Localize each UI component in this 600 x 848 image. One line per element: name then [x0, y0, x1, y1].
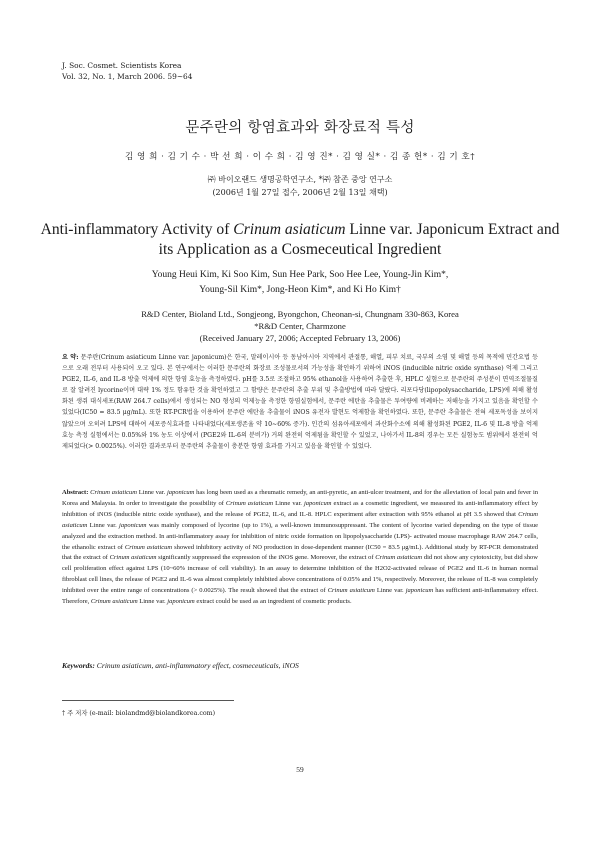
korean-abstract [62, 352, 538, 452]
english-affiliation-line2: *R&D Center, Charmzone [254, 321, 346, 331]
keywords-text: Crinum asiaticum, anti-inflammatory effect, cosmeceuticals, iNOS [94, 661, 299, 670]
english-abstract: Abstract: Crinum asiaticum Linne var. japonicum has long been used as a rheumatic remedy, an anti-pyretic, an anti-ulcer treatment, and for the alleviation of local pain and fever in Korea and Malaysia. In order to investigate the possibility of Crinum asiaticum Linne var. japonicum extract as a cosmetic ingredient, we measured its anti-inflammatory effect by inhibition of iNOS (inducible nitric oxide synthase), and the release of PGE2, IL-6, and IL-8. HPLC experiment after extraction with 95% ethanol at pH 3.5 showed that Crinum asiaticum Linne var. japonicum was mainly composed of lycorine (up to 1%), a well-known immunosuppressant. The content of lycorine varied depending on the type of tissue analyzed and the extraction method. In anti-inflammatory assay for inhibition of nitric oxide formation on lipopolysaccharide (LPS)- activated mouse macrophage RAW 264.7 cells, the ethanolic extract of Crinum asiaticum showed inhibitory activity of NO production in dose-dependent manner (IC50 = 83.5 μg/mL). Additional study by RT-PCR demonstrated that the extract of Crinum asiaticum significantly suppressed the expression of the iNOS gene. Moreover, the extract of Crinum asiaticum did not show any cytotoxicity, but did show cell proliferation effect against LPS (10~60% increase of cell viability). In an assay to determine inhibition of the H2O2-activated release of PGE2 and IL-6 in human normal fibroblast cell lines, the release of PGE2 and IL-6 was almost completely inhibited above concentrations of 0.05% and 1%, respectively. Moreover, the release of IL-8 was completely inhibited over the entire range of concentrations (> 0.0025%). The result showed that the extract of Crinum asiaticum Linne var. japonicum has sufficient anti-inflammatory effect. Therefore, Crinum asiaticum Linne var. japonicum extract could be used as an ingredient of cosmetic products. [62, 489, 538, 606]
english-affiliation [0, 308, 600, 344]
korean-affiliation: ㈜ 바이오랜드 생명공학연구소, *㈜ 참존 중앙 연구소 [207, 175, 393, 184]
english-authors [0, 268, 600, 298]
keywords [62, 661, 538, 670]
english-title [40, 220, 560, 260]
journal-header [62, 60, 192, 82]
korean-abstract-label: 요 약: [62, 354, 79, 361]
footnote: † 주 저자 (e-mail: biolandmd@biolandkorea.com) [62, 710, 216, 717]
page-number: 59 [296, 765, 304, 774]
english-title-post: Linne var. Japonicum Extract and its Application as a Cosmeceutical Ingredient [158, 221, 560, 258]
english-title-species: Crinum asiaticum [233, 221, 346, 238]
english-title-pre: Anti-inflammatory Activity of [40, 221, 234, 238]
english-abstract-label: Abstract: [62, 489, 89, 496]
korean-title: 문주란의 항염효과와 화장료적 특성 [185, 120, 415, 136]
korean-affiliation-block [0, 173, 600, 199]
keywords-label: Keywords: [62, 661, 95, 670]
english-authors-line1: Young Heui Kim, Ki Soo Kim, Sun Hee Park, Soo Hee Lee, Young-Jin Kim*, [151, 270, 449, 280]
journal-issue: Vol. 32, No. 1, March 2006. 59~64 [62, 72, 193, 81]
english-dates: (Received January 27, 2006; Accepted February 13, 2006) [199, 333, 401, 343]
footnote-divider [62, 700, 234, 701]
korean-dates: (2006년 1월 27일 접수, 2006년 2월 13일 채택) [212, 188, 388, 197]
korean-abstract-text: 문주란(Crinum asiaticum Linne var. japonicum)은 한국, 말레이시아 등 동남아시아 지역에서 관절통, 해열, 피부 치료, 국부의 소염 및 해열 등의 목적에 민간요법 등으로 오래 전부터 사용되어 오고 있다. 본 연구에서는 이러한 문주란의 화장료 조성물로서의 가능성을 확인하기 위하여 iNOS (inducible nitric oxide synthase) 억제 그리고 PGE2, IL-6, and IL-8 방출 억제에 의한 항염 효능을 측정하였다. pH를 3.5로 조절하고 95% ethanol을 사용하여 추출한 후, HPLC 실험으로 문주란의 주성분이 면역조절물질로 잘 알려진 lycorine이며 대략 1% 정도 함유한 것을 확인하였고 그 함량은 문주란의 추출 부위 및 추출방법에 따라 달랐다. 리포다당(lipopolysaccharide, LPS)에 의해 활성화된 생쥐 대식세포(RAW 264.7 cells)에서 생성되는 NO 형성의 억제능을 측정한 항염실험에서, 문주란 에탄올 추출물은 투여량에 비례하는 저해능을 가지고 있음을 확인할 수 있었다(IC50 = 83.5 μg/mL). 또한 RT-PCR법을 이용하여 문주란 에탄올 추출물이 iNOS 유전자 발현도 억제함을 확인하였다. 또한, 문주란 추출물은 전혀 세포독성을 보이지 않았으며 오히려 LPS에 대하여 세포증식효과를 나타내었다(세포생존율 약 10~60% 증가). 인간의 섬유아세포에서 과산화수소에 의해 활성화된 PGE2, IL-6 및 IL-8 방출 억제효능 측정 실험에서는 0.05%와 1% 농도 이상에서 (PGE2와 IL-6의 분비가) 거의 완전히 억제됨을 확인할 수 있었고, 나아가서 IL-8의 경우는 모든 실험농도 범위에서 완전히 억제되었다(> 0.0025%). 이러한 결과로부터 문주란의 추출물이 충분한 항염 효과를 가지고 있음을 확인할 수 있었다. [62, 354, 539, 450]
english-affiliation-line1: R&D Center, Bioland Ltd., Songjeong, Byongchon, Cheonan-si, Chungnam 330-863, Korea [141, 309, 459, 319]
korean-authors: 김 영 희 · 김 기 수 · 박 선 희 · 이 수 희 · 김 영 진* · 김 영 실* · 김 종 헌* · 김 기 호† [125, 152, 475, 162]
journal-name: J. Soc. Cosmet. Scientists Korea [62, 61, 182, 70]
english-authors-line2: Young-Sil Kim*, Jong-Heon Kim*, and Ki Ho Kim† [199, 285, 401, 295]
